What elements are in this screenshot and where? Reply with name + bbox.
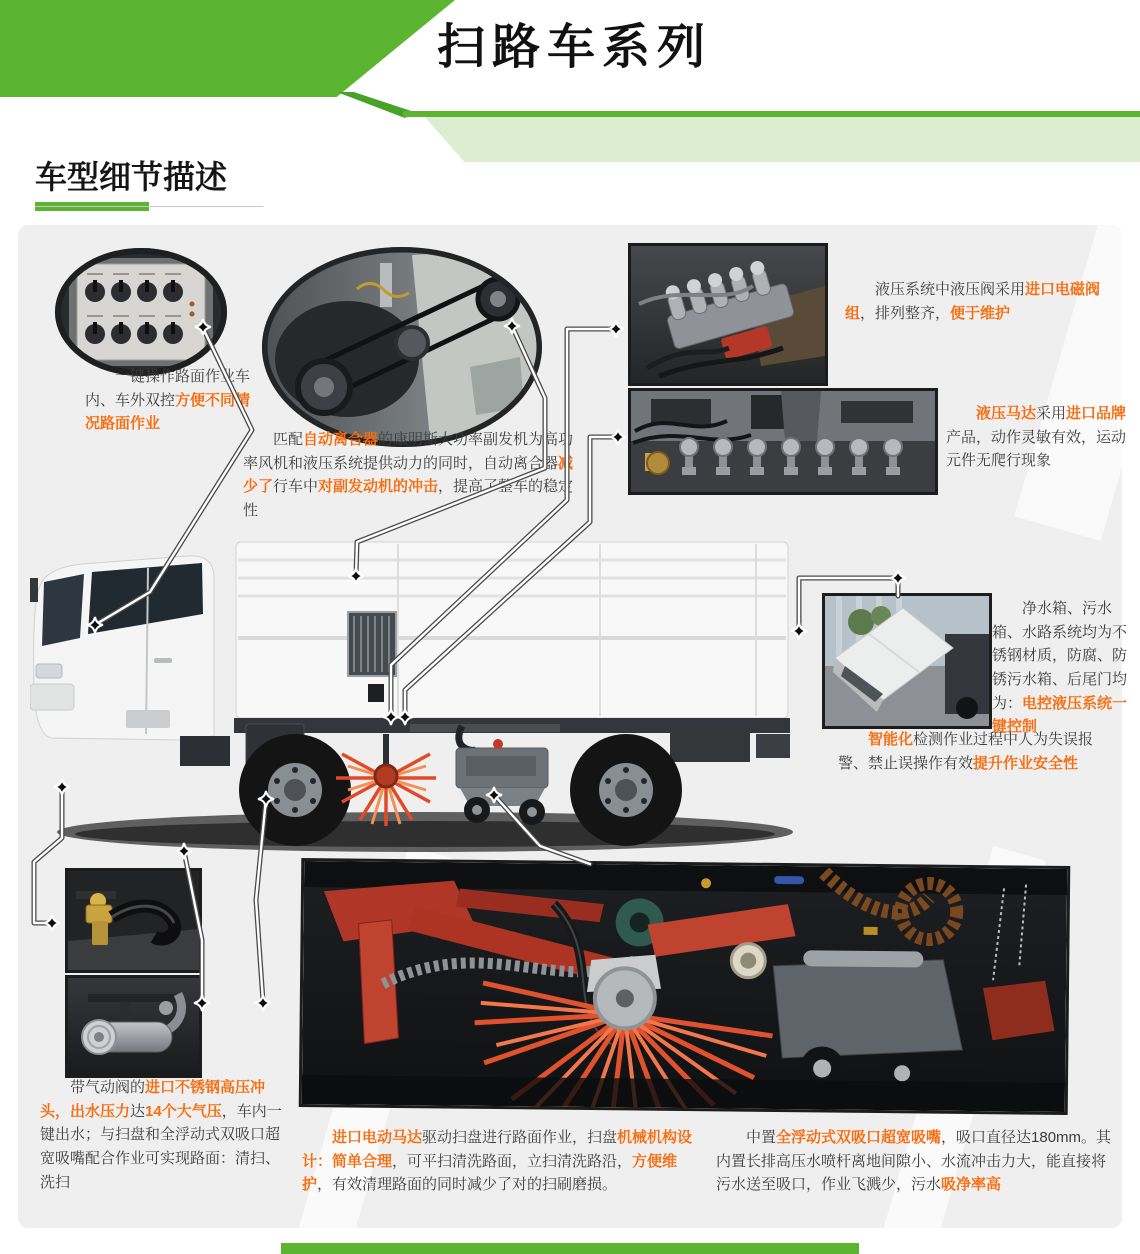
panel-streak <box>1014 199 1140 541</box>
section-title: 车型细节描述 <box>35 159 228 195</box>
photo-sweep-disc-and-suction <box>299 858 1071 1115</box>
callout-text-water-tank: 净水箱、污水箱、水路系统均为不锈钢材质，防腐、防锈污水箱、后尾门均为：电控液压系统一键控制 <box>992 600 1128 736</box>
photo-auto-clutch-engine <box>262 247 542 447</box>
callout-text-high-pressure-nozzle: 带气动阀的进口不锈钢高压冲头，出水压力达14个大气压，车内一键出水；与扫盘和全浮动式双吸口超宽吸嘴配合作业可实现路面：清扫、洗扫 <box>40 1079 282 1191</box>
header-green-banner <box>0 0 455 97</box>
callout-text-smart-detection: 智能化检测作业过程中人为失误报警、禁止误操作有效提升作业安全性 <box>838 731 1094 772</box>
truck-illustration <box>30 538 840 856</box>
section-title-gray-underline <box>35 206 263 207</box>
callout-text-clutch: 匹配自动离合器的康明斯大功率副发机为高功率风机和液压系统提供动力的同时，自动离合器减少了行车中对副发动机的冲击，提高了整车的稳定性 <box>243 431 574 520</box>
callout-text-hydraulic-motor: 液压马达采用进口品牌产品，动作灵敏有效，运动元件无爬行现象 <box>946 405 1127 470</box>
header-green-rule <box>403 111 1140 117</box>
footer-green-bar <box>281 1243 859 1254</box>
page-title: 扫路车系列 <box>437 21 713 74</box>
photo-solenoid-valve-group <box>628 243 828 386</box>
header-pale-band <box>425 117 1140 162</box>
callout-text-suction-mouth: 中置全浮动式双吸口超宽吸嘴，吸口直径达180mm。其内置长排高压水喷杆离地间隙小、水流冲击力大，能直接将污水送至吸口，作业飞溅少，污水吸净率高 <box>716 1129 1112 1194</box>
photo-stainless-muffler <box>65 975 202 1078</box>
callout-text-control-panel: 一键操作路面作业车内、车外双控方便不同情况路面作业 <box>85 368 251 433</box>
photo-stainless-tank-rear-door <box>822 593 992 729</box>
photo-control-panel <box>55 248 227 376</box>
photo-hydraulic-motor <box>628 388 938 495</box>
photo-high-pressure-nozzle <box>65 868 202 973</box>
callout-text-sweep-disc: 进口电动马达驱动扫盘进行路面作业，扫盘机械机构设计：简单合理，可平扫清洗路面，立扫清洗路沿，方便维护，有效清理路面的同时减少了对的扫刷磨损。 <box>302 1129 693 1194</box>
callout-text-valve-group: 液压系统中液压阀采用进口电磁阀组，排列整齐，便于维护 <box>845 281 1101 322</box>
